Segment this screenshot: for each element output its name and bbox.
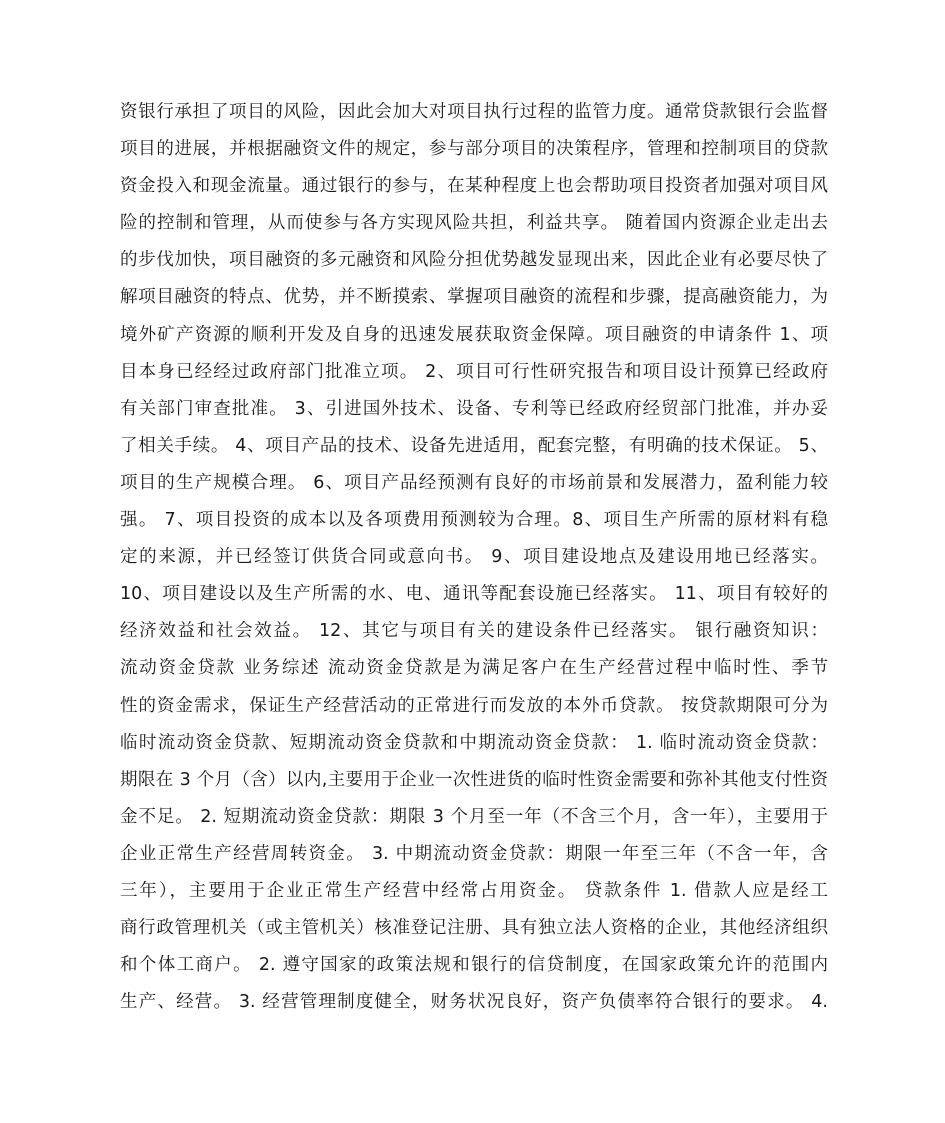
text-line: 项目的进展，并根据融资文件的规定，参与部分项目的决策程序，管理和控制项目的贷款 xyxy=(120,139,828,160)
text-line: 10、项目建设以及生产所需的水、电、通讯等配套设施已经落实。 11、项目有较好的 xyxy=(120,584,828,605)
text-line: 解项目融资的特点、优势，并不断摸索、掌握项目融资的流程和步骤，提高融资能力，为 xyxy=(120,287,828,308)
text-line: 期限在 3 个月（含）以内,主要用于企业一次性进货的临时性资金需要和弥补其他支付性资 xyxy=(120,769,828,790)
text-line: 有关部门审查批准。 3、引进国外技术、设备、专利等已经政府经贸部门批准，并办妥 xyxy=(120,398,828,419)
text-line: 流动资金贷款 业务综述 流动资金贷款是为满足客户在生产经营过程中临时性、季节 xyxy=(120,658,828,679)
text-line: 三年），主要用于企业正常生产经营中经常占用资金。 贷款条件 1. 借款人应是经工 xyxy=(120,880,828,901)
text-line: 目本身已经经过政府部门批准立项。 2、项目可行性研究报告和项目设计预算已经政府 xyxy=(120,361,828,382)
text-line: 商行政管理机关（或主管机关）核准登记注册、具有独立法人资格的企业，其他经济组织 xyxy=(120,918,828,939)
document-page xyxy=(120,94,828,1021)
text-line: 和个体工商户。 2. 遵守国家的政策法规和银行的信贷制度，在国家政策允许的范围内 xyxy=(120,955,828,976)
text-line: 资金投入和现金流量。通过银行的参与，在某种程度上也会帮助项目投资者加强对项目风 xyxy=(120,176,828,197)
text-line: 经济效益和社会效益。 12、其它与项目有关的建设条件已经落实。 银行融资知识： xyxy=(120,621,828,642)
text-line: 的步伐加快，项目融资的多元融资和风险分担优势越发显现出来，因此企业有必要尽快了 xyxy=(120,250,828,271)
text-line: 临时流动资金贷款、短期流动资金贷款和中期流动资金贷款： 1. 临时流动资金贷款： xyxy=(120,732,828,753)
text-line: 险的控制和管理，从而使参与各方实现风险共担，利益共享。 随着国内资源企业走出去 xyxy=(120,213,828,234)
text-line: 了相关手续。 4、项目产品的技术、设备先进适用，配套完整，有明确的技术保证。 5、 xyxy=(120,435,828,456)
text-line: 强。 7、项目投资的成本以及各项费用预测较为合理。8、项目生产所需的原材料有稳 xyxy=(120,510,828,531)
text-line: 企业正常生产经营周转资金。 3. 中期流动资金贷款：期限一年至三年（不含一年，含 xyxy=(120,843,828,864)
text-line: 金不足。 2. 短期流动资金贷款：期限 3 个月至一年（不含三个月，含一年），主要用于 xyxy=(120,806,828,827)
text-line: 生产、经营。 3. 经营管理制度健全，财务状况良好，资产负债率符合银行的要求。 4. xyxy=(120,992,828,1013)
text-line: 项目的生产规模合理。 6、项目产品经预测有良好的市场前景和发展潜力，盈利能力较 xyxy=(120,472,828,493)
text-line: 定的来源，并已经签订供货合同或意向书。 9、项目建设地点及建设用地已经落实。 xyxy=(120,547,828,568)
text-line: 境外矿产资源的顺利开发及自身的迅速发展获取资金保障。项目融资的申请条件 1、项 xyxy=(120,324,828,345)
text-line: 性的资金需求，保证生产经营活动的正常进行而发放的本外币贷款。 按贷款期限可分为 xyxy=(120,695,828,716)
text-line: 资银行承担了项目的风险，因此会加大对项目执行过程的监管力度。通常贷款银行会监督 xyxy=(120,102,828,122)
